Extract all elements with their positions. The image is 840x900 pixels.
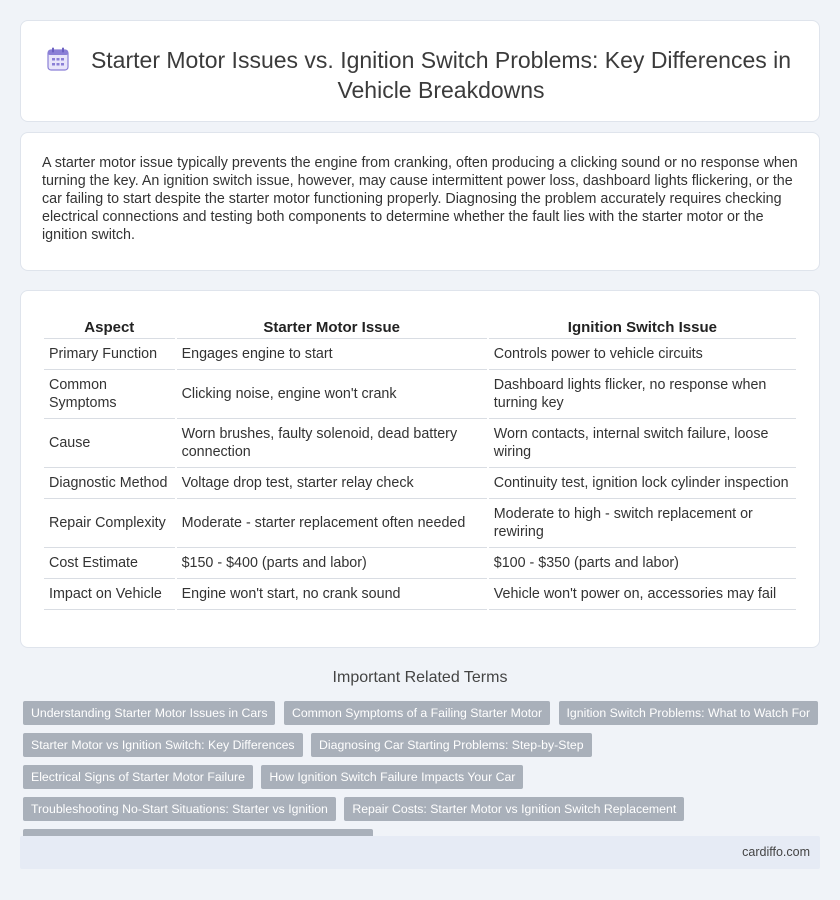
table-row — [44, 499, 796, 548]
table-cell: Clicking noise, engine won't crank — [177, 370, 487, 419]
related-term-link[interactable]: How Ignition Switch Failure Impacts Your Car — [261, 765, 523, 789]
header-aspect: Aspect — [44, 315, 175, 339]
table-row — [44, 339, 796, 370]
comparison-table — [42, 315, 798, 610]
table-cell: Dashboard lights flicker, no response when turning key — [489, 370, 796, 419]
table-cell: Worn contacts, internal switch failure, loose wiring — [489, 419, 796, 468]
related-term-link[interactable]: Ignition Switch Problems: What to Watch For — [559, 701, 819, 725]
intro-paragraph: A starter motor issue typically prevents the engine from cranking, often producing a clicking sound or no response when turning the key. An ignition switch issue, however, may cause intermittent power loss, dashboard lights flickering, or the car failing to start despite the starter motor functioning properly. Diagnosing the problem accurately requires checking electrical connections and testing both components to determine whether the fault lies with the starter motor or the ignition switch. — [42, 155, 798, 243]
related-term-link[interactable]: Diagnosing Car Starting Problems: Step-by-Step — [311, 733, 592, 757]
table-cell: Cost Estimate — [44, 548, 175, 579]
table-cell: Worn brushes, faulty solenoid, dead battery connection — [177, 419, 487, 468]
table-cell: Vehicle won't power on, accessories may fail — [489, 579, 796, 610]
table-cell: Moderate - starter replacement often needed — [177, 499, 487, 548]
table-row — [44, 548, 796, 579]
related-term-link[interactable]: Starter Motor vs Ignition Switch: Key Differences — [23, 733, 303, 757]
table-cell: Engages engine to start — [177, 339, 487, 370]
footer — [20, 836, 820, 869]
related-term-link[interactable]: Understanding Starter Motor Issues in Cars — [23, 701, 275, 725]
related-term-link[interactable]: Electrical Signs of Starter Motor Failure — [23, 765, 253, 789]
table-cell: Repair Complexity — [44, 499, 175, 548]
header-card — [20, 20, 820, 122]
comparison-table-card — [20, 290, 820, 648]
related-terms-heading: Important Related Terms — [332, 669, 508, 686]
table-cell: $100 - $350 (parts and labor) — [489, 548, 796, 579]
related-term-link[interactable]: Common Symptoms of a Failing Starter Motor — [284, 701, 550, 725]
table-row — [44, 370, 796, 419]
related-term-link[interactable]: Repair Costs: Starter Motor vs Ignition Switch Replacement — [344, 797, 684, 821]
footer-site-link[interactable]: cardiffo.com — [742, 845, 810, 859]
table-cell: Impact on Vehicle — [44, 579, 175, 610]
intro-card — [20, 132, 820, 271]
table-cell: Engine won't start, no crank sound — [177, 579, 487, 610]
table-cell: Primary Function — [44, 339, 175, 370]
page-title: Starter Motor Issues vs. Ignition Switch Problems: Key Differences in Vehicle Breakdowns — [90, 47, 792, 103]
table-cell: Voltage drop test, starter relay check — [177, 468, 487, 499]
table-cell: Cause — [44, 419, 175, 468]
table-cell: Continuity test, ignition lock cylinder inspection — [489, 468, 796, 499]
table-cell: Moderate to high - switch replacement or rewiring — [489, 499, 796, 548]
table-cell: Common Symptoms — [44, 370, 175, 419]
table-cell: Diagnostic Method — [44, 468, 175, 499]
table-row — [44, 468, 796, 499]
header-ignition-switch: Ignition Switch Issue — [489, 315, 796, 339]
table-header-row — [44, 315, 796, 339]
table-cell: $150 - $400 (parts and labor) — [177, 548, 487, 579]
table-row — [44, 579, 796, 610]
header-starter-motor: Starter Motor Issue — [177, 315, 487, 339]
table-cell: Controls power to vehicle circuits — [489, 339, 796, 370]
related-term-link[interactable]: Troubleshooting No-Start Situations: Starter vs Ignition — [23, 797, 336, 821]
table-row — [44, 419, 796, 468]
